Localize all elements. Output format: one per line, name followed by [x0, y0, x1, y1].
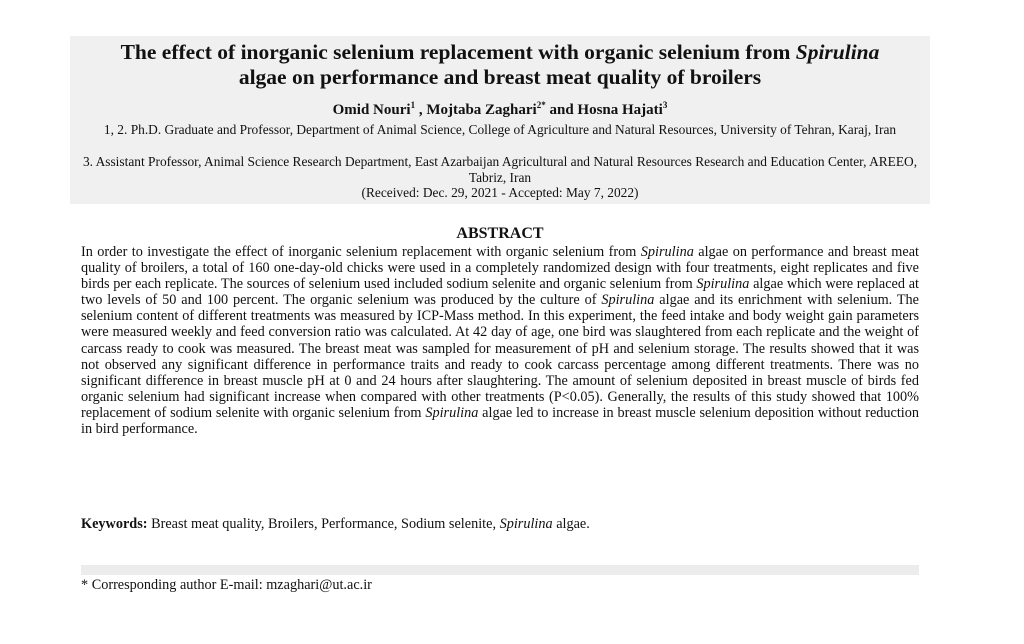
author-name: Omid Nouri [332, 102, 411, 118]
author-list [70, 101, 930, 120]
keywords-text-end: algae. [552, 516, 590, 532]
footnote-divider-band [81, 565, 919, 575]
abstract-text: algae which were replaced at two levels of 50 and 100 percent. The organic selenium was produced by the culture of [81, 276, 919, 309]
abstract-text: algae led to increase in breast muscle selenium deposition without reduction in bird performance. [81, 404, 920, 438]
author-superscript: 1 [410, 100, 416, 110]
received-dates: (Received: Dec. 29, 2021 - Accepted: May 7, 2022) [361, 185, 639, 200]
keywords-label: Keywords: [81, 516, 148, 532]
abstract-text: algae on performance and breast meat quality of broilers, a total of 160 one-day-old chicks were used in a completely randomized design with four treatments, eight replicates and five birds per each replicate. The sources of selenium used included sodium selenite and organic selenium from [81, 244, 919, 293]
author-name: Mojtaba Zaghari [426, 102, 537, 118]
abstract-italic-term: Spirulina [640, 244, 694, 260]
abstract-text: In order to investigate the effect of inorganic selenium replacement with organic selenium from [81, 244, 641, 260]
keywords-italic-term: Spirulina [499, 516, 553, 532]
author-superscript: 3 [662, 100, 668, 110]
keywords [81, 515, 919, 533]
title-italic-term: Spirulina [795, 40, 880, 64]
affiliation-1: 1, 2. Ph.D. Graduate and Professor, Department of Animal Science, College of Agriculture and Natural Resources, University of Tehran, Karaj, Iran [103, 122, 897, 137]
author-separator: and [545, 102, 578, 118]
author-separator: , [415, 102, 427, 118]
author-superscript: 2* [536, 100, 546, 110]
affiliation-2: 3. Assistant Professor, Animal Science Research Department, East Azarbaijan Agricultural and Natural Resources Research and Education Center, AREEO, Tabriz, Iran [82, 154, 918, 185]
paper-title [70, 40, 930, 90]
abstract-italic-term: Spirulina [425, 404, 479, 421]
abstract-text: algae and its enrichment with selenium. The selenium content of different treatments was measured by ICP-Mass method. In this experiment, the feed intake and body weight gain parameters were measured weekly and feed conversion ratio was calculated. At 42 day of age, one bird was slaughtered from each replicate and the weight of carcass ready to cook was measured. The breast meat was sampled for measurement of pH and selenium storage. The results showed that it was not observed any significant difference in performance traits and ready to cook carcass percentage among different treatments. There was no significant difference in breast muscle pH at 0 and 24 hours after slaughtering. The amount of selenium deposited in breast muscle of birds fed organic selenium had significant increase when compared with other treatments (P<0.05). Generally, the results of this study showed that 100% replacement of sodium selenite with organic selenium from [81, 292, 919, 421]
abstract-body [81, 244, 919, 437]
abstract-italic-term: Spirulina [696, 276, 750, 293]
author-name: Hosna Hajati [577, 102, 663, 118]
abstract-heading: ABSTRACT [456, 225, 544, 242]
corresponding-author: * Corresponding author E-mail: mzaghari@ut.ac.ir [81, 577, 372, 593]
title-line1-text: The effect of inorganic selenium replacement with organic selenium from [120, 40, 796, 64]
title-line2: algae on performance and breast meat quality of broilers [238, 65, 762, 89]
keywords-text: Breast meat quality, Broilers, Performance, Sodium selenite, [147, 516, 500, 532]
abstract-italic-term: Spirulina [601, 292, 655, 309]
